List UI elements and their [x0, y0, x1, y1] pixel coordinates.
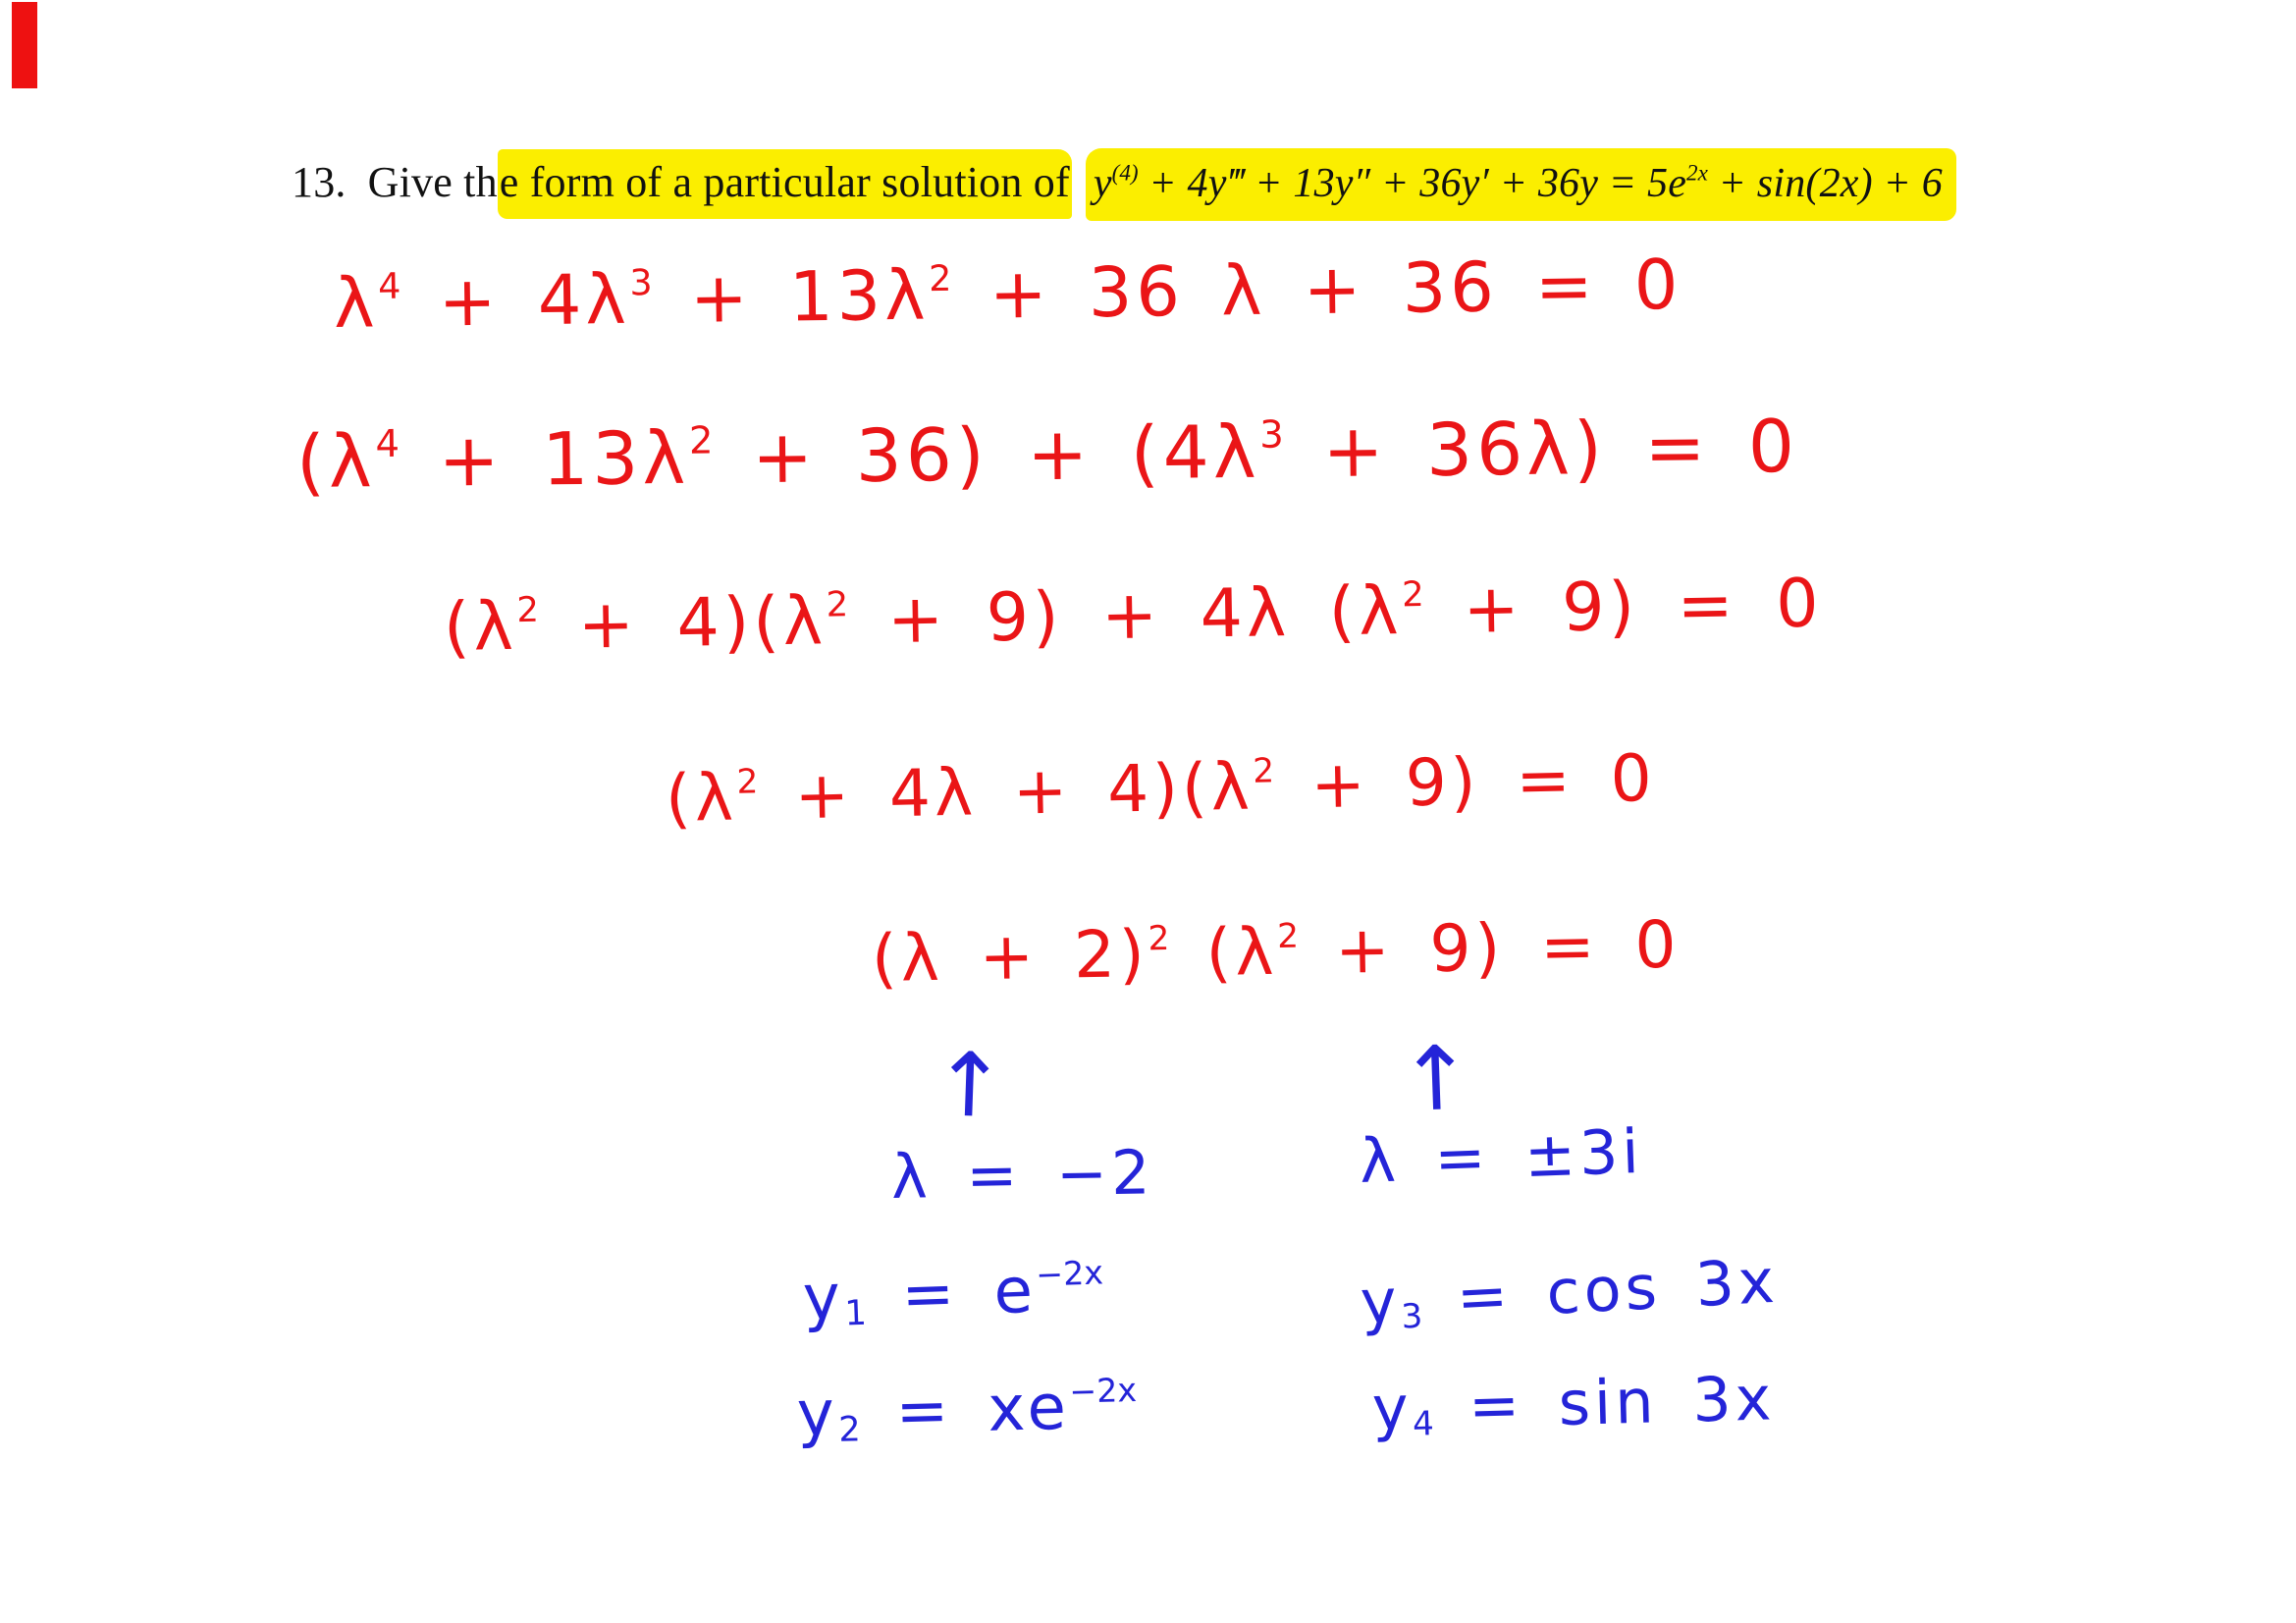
equation-segment: + sin(2x) + 6: [1707, 161, 1943, 206]
equation-segment: = cos 3x: [1419, 1244, 1781, 1335]
equation-segment: y: [801, 1261, 846, 1335]
equation-segment: + 4λ: [400, 258, 631, 344]
equation-segment: = xe: [859, 1371, 1071, 1450]
problem-number: 13.: [292, 158, 347, 206]
equation-segment: + 13λ: [652, 254, 931, 340]
equation-segment: 2: [837, 1409, 862, 1450]
equation-segment: 2: [928, 256, 952, 300]
equation-segment: + 4)(λ: [538, 582, 828, 666]
work-line-grouped-terms: [296, 405, 1799, 505]
basis-solution-y4: [1371, 1362, 1776, 1445]
equation-segment: y: [1371, 1371, 1414, 1444]
root-lambda-negative-two: [890, 1136, 1154, 1213]
equation-segment: 2: [1276, 916, 1300, 957]
equation-segment: + 9) = 0: [1298, 906, 1682, 990]
equation-segment: 2: [736, 762, 759, 802]
root-lambda-plus-minus-3i: [1359, 1115, 1644, 1197]
equation-segment: 2: [688, 418, 714, 463]
equation-segment: + 9) + 4λ (λ: [847, 571, 1404, 660]
equation-segment: y: [1359, 1264, 1403, 1338]
equation-segment: 3: [629, 261, 653, 304]
equation-segment: 2: [1252, 751, 1275, 791]
equation-segment: 2: [826, 584, 849, 625]
scan-artifact-red-bar: [12, 2, 37, 88]
equation-segment: + 4y‴ + 13y″ + 36y′ + 36y = 5e: [1138, 161, 1687, 206]
work-line-characteristic-equation: [333, 244, 1682, 344]
equation-segment: 2x: [1686, 159, 1708, 186]
equation-segment: + 9) = 0: [1273, 739, 1657, 824]
equation-segment: (λ: [443, 587, 518, 667]
equation-segment: = e: [864, 1254, 1039, 1333]
equation-segment: 4: [377, 264, 401, 307]
work-line-combined-factors: [665, 740, 1656, 837]
problem-lead-in: Give th: [367, 158, 498, 206]
equation-segment: + 36) + (4λ: [713, 409, 1260, 501]
problem-highlighted-text: e form of a particular solution of: [498, 149, 1072, 219]
equation-segment: λ: [333, 262, 380, 344]
equation-segment: 4: [375, 421, 400, 467]
equation-segment: + 36λ) = 0: [1283, 404, 1799, 495]
basis-solution-y1: [802, 1252, 1105, 1335]
equation-segment: + 36 λ + 36 = 0: [951, 243, 1682, 336]
equation-segment: y: [796, 1377, 839, 1451]
basis-solution-y3: [1359, 1245, 1780, 1339]
equation-segment: + 4λ + 4)(λ: [757, 748, 1255, 836]
equation-segment: 3: [1400, 1296, 1424, 1337]
problem-differential-equation: [1086, 148, 1956, 221]
equation-segment: 4: [1412, 1404, 1435, 1444]
equation-segment: −2x: [1068, 1370, 1138, 1411]
equation-segment: (λ: [295, 419, 377, 505]
work-line-final-factored-form: [871, 907, 1681, 997]
equation-segment: (λ: [1168, 913, 1279, 992]
problem-statement: [292, 157, 1956, 207]
equation-segment: + 13λ: [399, 415, 690, 504]
basis-solution-y2: [796, 1370, 1138, 1451]
equation-segment: 2: [1401, 573, 1425, 616]
equation-segment: −2x: [1035, 1253, 1104, 1294]
equation-segment: (λ: [665, 759, 738, 837]
equation-segment: λ = −2: [890, 1136, 1155, 1213]
equation-segment: 1: [843, 1292, 868, 1334]
equation-segment: 3: [1259, 412, 1285, 458]
work-line-partial-factoring: [443, 565, 1823, 667]
equation-segment: + 9) = 0: [1423, 565, 1824, 650]
up-arrow-icon: ↑: [1397, 1026, 1475, 1132]
equation-segment: (λ + 2): [871, 916, 1149, 997]
up-arrow-icon: ↑: [931, 1033, 1009, 1139]
equation-segment: y: [1093, 161, 1112, 206]
equation-segment: (4): [1111, 159, 1139, 186]
equation-segment: = sin 3x: [1432, 1362, 1777, 1443]
equation-segment: 2: [1148, 918, 1170, 959]
equation-segment: 2: [516, 589, 540, 631]
equation-segment: λ = ±3i: [1358, 1114, 1644, 1197]
